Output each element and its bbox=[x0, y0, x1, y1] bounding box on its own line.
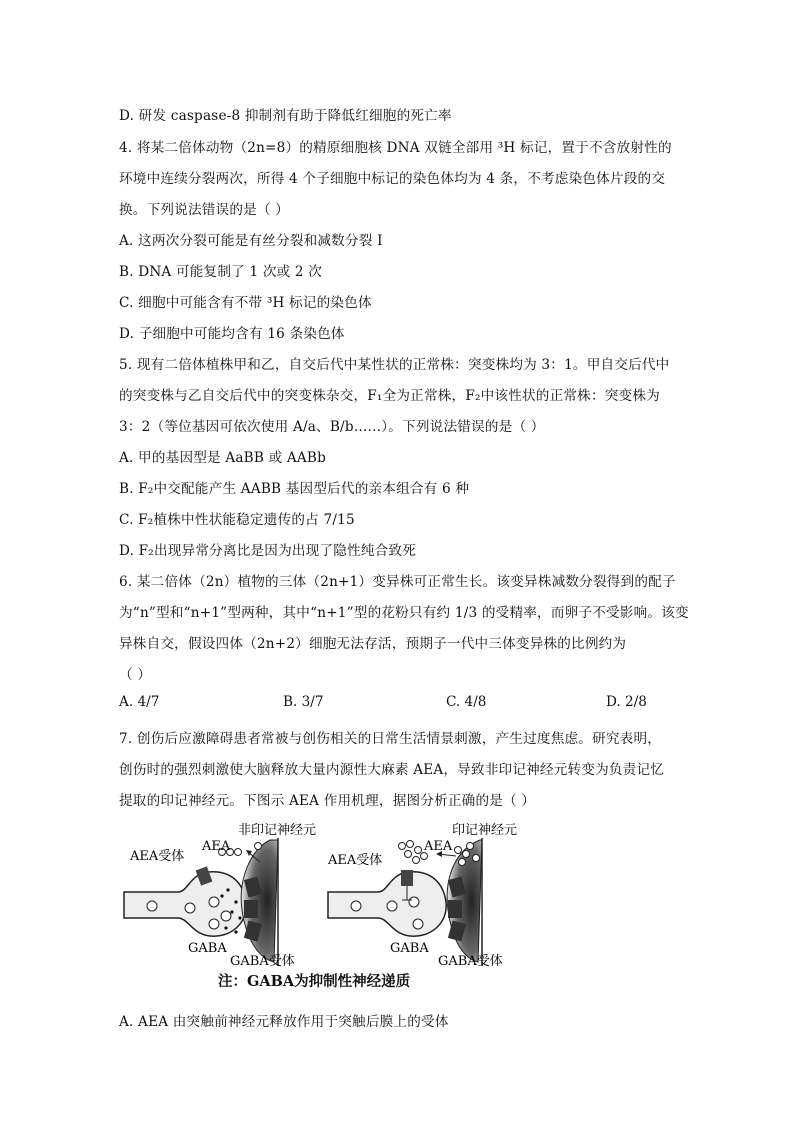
text-line: 为“n”型和“n+1”型两种，其中“n+1”型的花粉只有约 1/3 的受精率，而卵子不受影响。该变 bbox=[119, 605, 689, 621]
text-line: C. F₂植株中性状能稳定遗传的占 7/15 bbox=[119, 512, 355, 528]
text-line: B. DNA 可能复制了 1 次或 2 次 bbox=[119, 264, 323, 280]
option-b: B. 3/7 bbox=[283, 694, 324, 710]
text-line: D. F₂出现异常分离比是因为出现了隐性纯合致死 bbox=[119, 543, 417, 559]
text-line: 创伤时的强烈刺激使大脑释放大量内源性大麻素 AEA，导致非印记神经元转变为负责记忆 bbox=[119, 762, 665, 778]
text-line: （ ） bbox=[119, 667, 152, 683]
option-c: C. 4/8 bbox=[446, 694, 487, 710]
text-line: 4. 将某二倍体动物（2n=8）的精原细胞核 DNA 双链全部用 ³H 标记，置于不含放射性的 bbox=[119, 140, 672, 156]
text-line: 6. 某二倍体（2n）植物的三体（2n+1）变异株可正常生长。该变异株减数分裂得到的配子 bbox=[119, 574, 676, 590]
aea-receptor-label-right: AEA受体 bbox=[328, 853, 383, 868]
text-line: 7. 创伤后应激障碍患者常被与创伤相关的日常生活情景刺激，产生过度焦虑。研究表明， bbox=[119, 731, 662, 747]
gaba-receptor-label: GABA受体 bbox=[230, 954, 295, 969]
text-line: A. AEA 由突触前神经元释放作用于突触后膜上的受体 bbox=[119, 1014, 449, 1030]
text-line: 提取的印记神经元。下图示 AEA 作用机理，据图分析正确的是（ ） bbox=[119, 793, 536, 809]
aea-mechanism-figure bbox=[118, 820, 538, 995]
presynaptic-terminal bbox=[124, 872, 246, 936]
text-line: D. 子细胞中可能均含有 16 条染色体 bbox=[119, 326, 345, 342]
aea-receptor-label: AEA受体 bbox=[130, 849, 185, 864]
text-line: 3：2（等位基因可依次使用 A/a、B/b……）。下列说法错误的是（ ） bbox=[119, 419, 545, 435]
synapse-diagram bbox=[118, 820, 538, 970]
text-line: 异株自交，假设四体（2n+2）细胞无法存活，预期子一代中三体变异株的比例约为 bbox=[119, 636, 627, 652]
text-line: 换。下列说法错误的是（ ） bbox=[119, 202, 290, 218]
text-line: A. 甲的基因型是 AaBB 或 AABb bbox=[119, 450, 327, 466]
text-line: A. 这两次分裂可能是有丝分裂和减数分裂 I bbox=[119, 233, 383, 249]
gaba-receptor-label-right: GABA受体 bbox=[438, 954, 503, 969]
left-synapse bbox=[124, 822, 316, 969]
text-line: C. 细胞中可能含有不带 ³H 标记的染色体 bbox=[119, 295, 372, 311]
imprint-neuron-label: 印记神经元 bbox=[452, 823, 518, 838]
aea-label-right: AEA bbox=[424, 839, 453, 854]
figure-note: 注：GABA为抑制性神经递质 bbox=[218, 973, 411, 990]
text-line: B. F₂中交配能产生 AABB 基因型后代的亲本组合有 6 种 bbox=[119, 481, 470, 497]
text-line: 的突变株与乙自交后代中的突变株杂交，F₁全为正常株，F₂中该性状的正常株：突变株为 bbox=[119, 388, 660, 404]
option-a: A. 4/7 bbox=[119, 694, 160, 710]
aea-label: AEA bbox=[202, 839, 231, 854]
right-synapse bbox=[327, 822, 517, 969]
gaba-label: GABA bbox=[188, 941, 227, 956]
option-d: D. 2/8 bbox=[606, 694, 647, 710]
gaba-label-right: GABA bbox=[390, 941, 429, 956]
non-imprint-neuron-label: 非印记神经元 bbox=[238, 823, 317, 838]
text-line: 5. 现有二倍体植株甲和乙，自交后代中某性状的正常株：突变株均为 3：1。甲自交后代中 bbox=[119, 357, 670, 373]
text-line: 环境中连续分裂两次，所得 4 个子细胞中标记的染色体均为 4 条，不考虑染色体片段的交 bbox=[119, 171, 666, 187]
text-line: D. 研发 caspase-8 抑制剂有助于降低红细胞的死亡率 bbox=[119, 108, 452, 124]
